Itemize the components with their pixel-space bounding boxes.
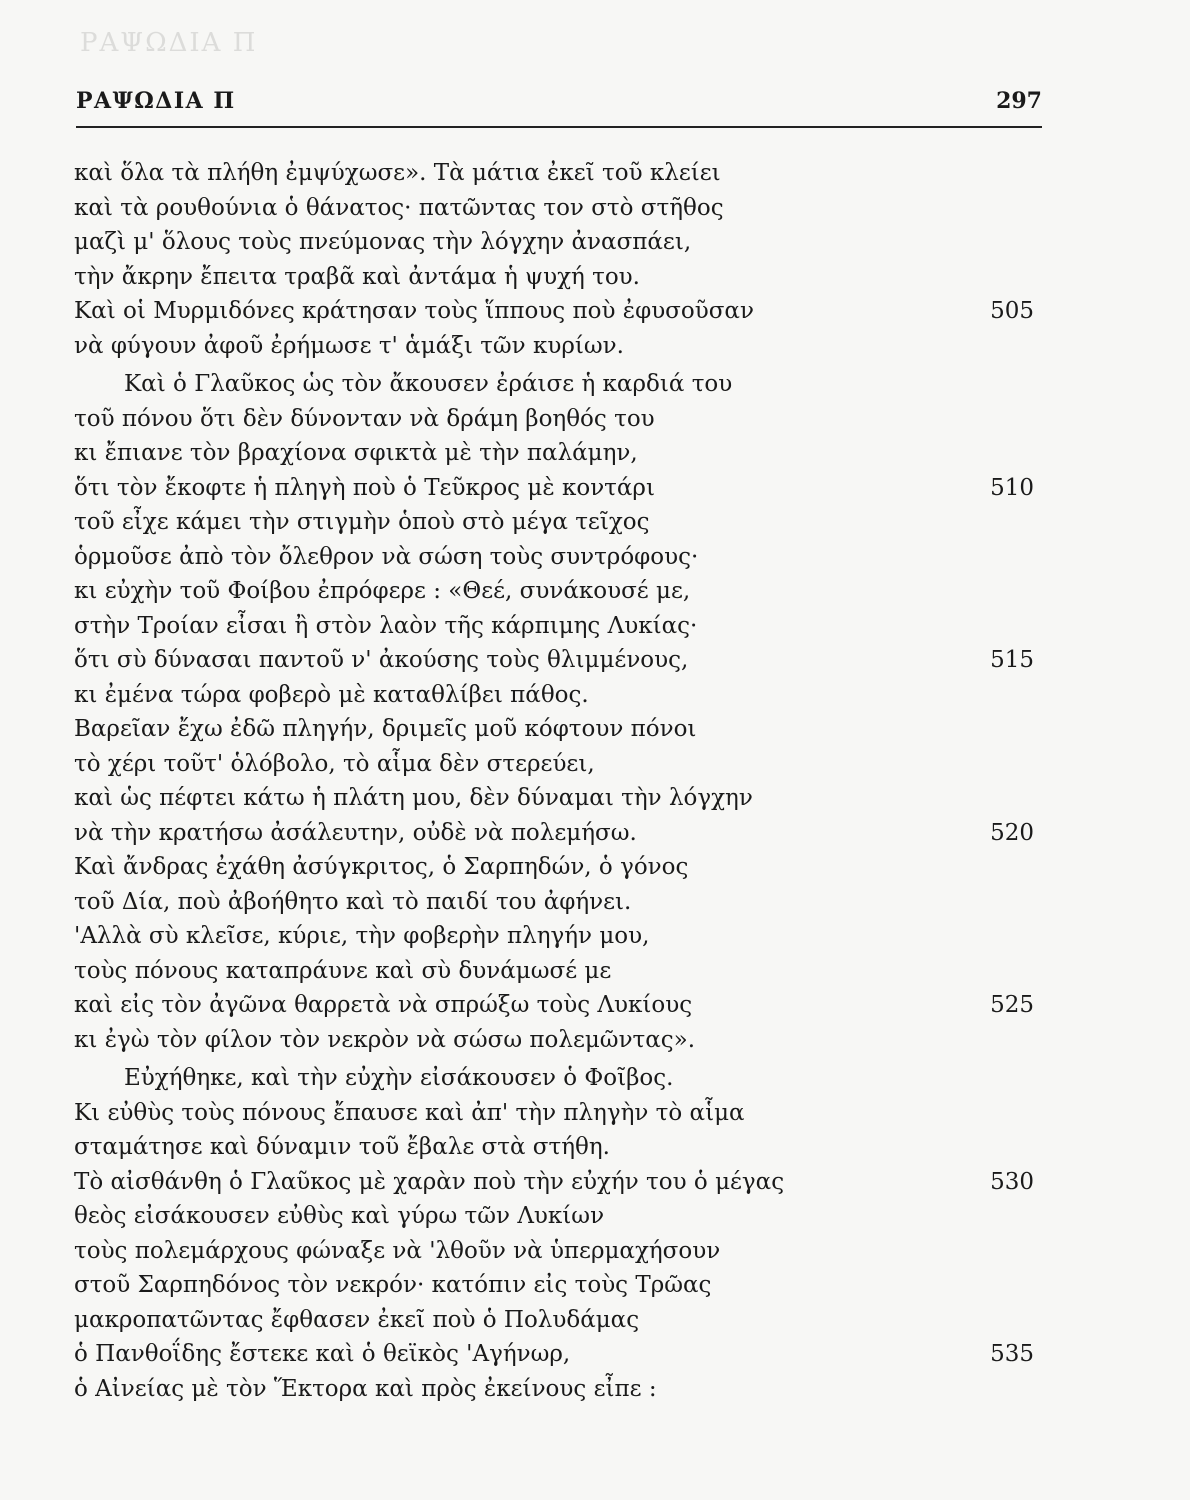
- verse-text: τοὺς πόνους καταπράυνε καὶ σὺ δυνάμωσέ με: [74, 957, 612, 984]
- verse-line: [74, 816, 1040, 851]
- verse-text: ὅτι σὺ δύνασαι παντοῦ ν' ἀκούσης τοὺς θλιμμένους,: [74, 647, 689, 673]
- verse-text: κι εὐχὴν τοῦ Φοίβου ἐπρόφερε : «Θεέ, συνάκουσέ με,: [74, 578, 691, 604]
- verse-line: [74, 678, 1040, 713]
- verse-line: [74, 225, 1040, 260]
- verse-text: καὶ τὰ ρουθούνια ὁ θάνατος· πατῶντας τον στὸ στῆθος: [74, 194, 724, 221]
- verse-line: [74, 294, 1040, 329]
- verse-text: τοῦ εἶχε κάμει τὴν στιγμὴν ὁποὺ στὸ μέγα τεῖχος: [74, 509, 650, 535]
- verse-line: [74, 747, 1040, 782]
- verse-line: [74, 1165, 1040, 1200]
- verse-line: [74, 1130, 1040, 1165]
- verse-line: [74, 919, 1040, 954]
- verse-text: ὁ Πανθοΐδης ἔστεκε καὶ ὁ θεϊκὸς 'Αγήνωρ,: [74, 1341, 571, 1367]
- verse-line: [74, 885, 1040, 920]
- verse-line: [74, 712, 1040, 747]
- verse-text: Εὐχήθηκε, καὶ τὴν εὐχὴν εἰσάκουσεν ὁ Φοῖβος.: [124, 1065, 674, 1091]
- verse-line: [74, 156, 1040, 191]
- verse-text: Καὶ ἄνδρας ἐχάθη ἀσύγκριτος, ὁ Σαρπηδών, ὁ γόνος: [74, 854, 689, 880]
- verse-line: [74, 540, 1040, 575]
- verse-line-paragraph-start: [74, 1061, 1040, 1096]
- verse-line-paragraph-start: [74, 367, 1040, 402]
- line-number: 505: [990, 298, 1034, 324]
- verse-line: [74, 643, 1040, 678]
- verse-line: [74, 1023, 1040, 1058]
- line-number: 535: [990, 1341, 1034, 1367]
- running-title: ΡΑΨΩΔΙΑ Π: [76, 88, 236, 114]
- verse-text: τὴν ἄκρην ἔπειτα τραβᾶ καὶ ἀντάμα ἡ ψυχή του.: [74, 263, 640, 290]
- verse-line: [74, 436, 1040, 471]
- verse-text: 'Αλλὰ σὺ κλεῖσε, κύριε, τὴν φοβερὴν πληγήν μου,: [74, 923, 650, 949]
- verse-text: Καὶ οἱ Μυρμιδόνες κράτησαν τοὺς ἵππους ποὺ ἐφυσοῦσαν: [74, 298, 754, 324]
- verse-text: Βαρεῖαν ἔχω ἐδῶ πληγήν, δριμεῖς μοῦ κόφτουν πόνοι: [74, 716, 697, 742]
- verse-line: [74, 1199, 1040, 1234]
- verse-text: Τὸ αἰσθάνθη ὁ Γλαῦκος μὲ χαρὰν ποὺ τὴν εὐχήν του ὁ μέγας: [74, 1168, 785, 1195]
- verse-text: στὴν Τροίαν εἶσαι ἢ στὸν λαὸν τῆς κάρπιμης Λυκίας·: [74, 612, 698, 639]
- verse-line: [74, 850, 1040, 885]
- verse-text: κι ἔπιανε τὸν βραχίονα σφικτὰ μὲ τὴν παλάμην,: [74, 440, 638, 466]
- bleed-through-text: ΡΑΨΩΔΙΑ Π: [80, 28, 258, 58]
- verse-text: ὅτι τὸν ἔκοφτε ἡ πληγὴ ποὺ ὁ Τεῦκρος μὲ κοντάρι: [74, 474, 655, 501]
- verse-text: νὰ φύγουν ἀφοῦ ἐρήμωσε τ' ἁμάξι τῶν κυρίων.: [74, 332, 624, 359]
- verse-line: [74, 329, 1040, 364]
- verse-text: θεὸς εἰσάκουσεν εὐθὺς καὶ γύρω τῶν Λυκίων: [74, 1203, 605, 1229]
- verse-line: [74, 1096, 1040, 1131]
- verse-line: [74, 471, 1040, 506]
- verse-text: καὶ εἰς τὸν ἀγῶνα θαρρετὰ νὰ σπρώξω τοὺς Λυκίους: [74, 992, 693, 1018]
- verse-line: [74, 505, 1040, 540]
- verse-line: [74, 402, 1040, 437]
- verse-line: [74, 1234, 1040, 1269]
- line-number: 530: [990, 1168, 1034, 1195]
- verse-line: [74, 260, 1040, 295]
- verse-text: ὁρμοῦσε ἀπὸ τὸν ὄλεθρον νὰ σώση τοὺς συντρόφους·: [74, 543, 699, 570]
- verse-text: κι ἐμένα τώρα φοβερὸ μὲ καταθλίβει πάθος.: [74, 681, 589, 708]
- verse-line: [74, 609, 1040, 644]
- verse-text: καὶ ὅλα τὰ πλήθη ἐμψύχωσε». Τὰ μάτια ἐκεῖ τοῦ κλείει: [74, 160, 721, 186]
- verse-text: ὁ Αἰνείας μὲ τὸν Ἕκτορα καὶ πρὸς ἐκείνους εἶπε :: [74, 1375, 657, 1402]
- verse-line: [74, 1372, 1040, 1407]
- verse-text: Καὶ ὁ Γλαῦκος ὡς τὸν ἄκουσεν ἐράισε ἡ καρδιά του: [124, 371, 733, 397]
- line-number: 520: [990, 819, 1034, 846]
- page-header: [76, 88, 1042, 128]
- verse-text: τοὺς πολεμάρχους φώναξε νὰ 'λθοῦν νὰ ὑπερμαχήσουν: [74, 1237, 721, 1264]
- verse-text: τοῦ Δία, ποὺ ἀβοήθητο καὶ τὸ παιδί του ἀφήνει.: [74, 888, 632, 915]
- verse-text: μαζὶ μ' ὅλους τοὺς πνεύμονας τὴν λόγχην ἀνασπάει,: [74, 229, 692, 255]
- verse-text: τὸ χέρι τοῦτ' ὁλόβολο, τὸ αἷμα δὲν στερεύει,: [74, 750, 595, 777]
- verse-line: [74, 1268, 1040, 1303]
- line-number: 510: [990, 474, 1034, 501]
- verse-text: νὰ τὴν κρατήσω ἀσάλευτην, οὐδὲ νὰ πολεμήσω.: [74, 819, 637, 846]
- verse-line: [74, 781, 1040, 816]
- line-number: 515: [990, 647, 1034, 673]
- verse-text: κι ἐγὼ τὸν φίλον τὸν νεκρὸν νὰ σώσω πολεμῶντας».: [74, 1026, 696, 1053]
- verse-text: τοῦ πόνου ὅτι δὲν δύνονταν νὰ δράμη βοηθός του: [74, 405, 655, 432]
- line-number: 525: [990, 992, 1034, 1018]
- verse-text: στοῦ Σαρπηδόνος τὸν νεκρόν· κατόπιν εἰς τοὺς Τρῶας: [74, 1272, 712, 1298]
- verse-line: [74, 954, 1040, 989]
- verse-line: [74, 1303, 1040, 1338]
- verse-block: [74, 156, 1040, 1406]
- verse-line: [74, 574, 1040, 609]
- page-number: 297: [996, 88, 1042, 114]
- verse-text: Κι εὐθὺς τοὺς πόνους ἔπαυσε καὶ ἀπ' τὴν πληγὴν τὸ αἷμα: [74, 1099, 745, 1126]
- verse-line: [74, 988, 1040, 1023]
- verse-line: [74, 1337, 1040, 1372]
- verse-text: σταμάτησε καὶ δύναμιν τοῦ ἔβαλε στὰ στήθη.: [74, 1134, 610, 1160]
- verse-text: μακροπατῶντας ἔφθασεν ἐκεῖ ποὺ ὁ Πολυδάμας: [74, 1306, 640, 1333]
- verse-line: [74, 191, 1040, 226]
- verse-text: καὶ ὡς πέφτει κάτω ἡ πλάτη μου, δὲν δύναμαι τὴν λόγχην: [74, 785, 753, 811]
